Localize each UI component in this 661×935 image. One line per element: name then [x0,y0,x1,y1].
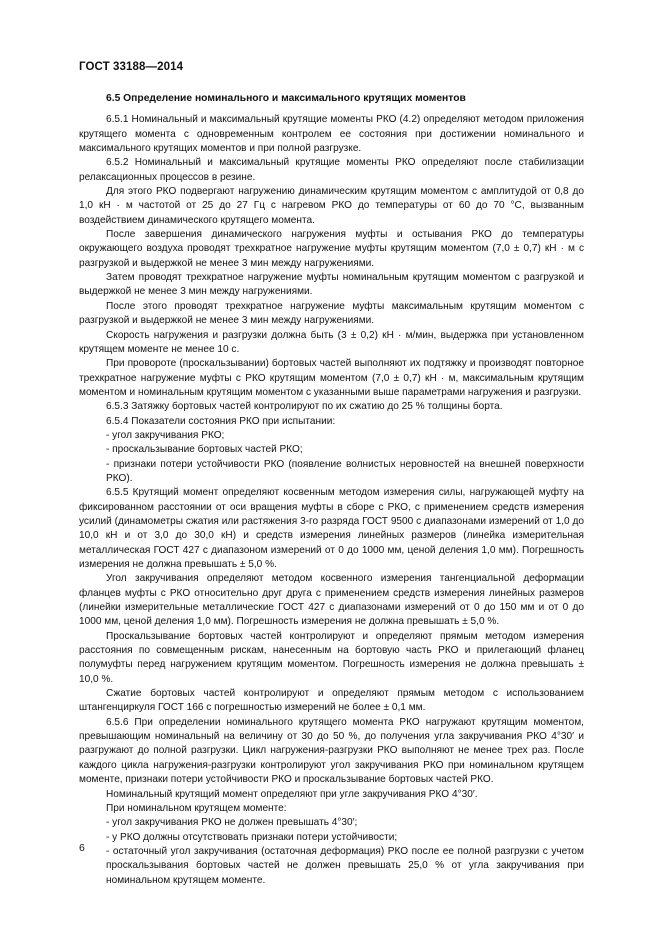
list-item: - угол закручивания РКО; [106,429,225,441]
paragraph: Сжатие бортовых частей контролируют и определяют прямым методом с использованием штангенциркуля ГОСТ 166 с погрешностью измерений не более ± 0,1 мм. [79,688,584,714]
paragraph: При провороте (проскальзывании) бортовых частей выполняют их подтяжку и производят повторное трехкратное нагружение муфты с РКО крутящим моментом (7,0 ± 0,7) кН · м, максимальным крутящим моментом и номинальным крутящим моментом с указанными выше параметрами нагружения и разгрузки. [79,358,584,398]
paragraph: 6.5.4 Показатели состояния РКО при испытании: [106,415,336,427]
paragraph: После этого проводят трехкратное нагружение муфты максимальным крутящим моментом с разгрузкой и выдержкой не менее 3 мин между нагружениями. [79,300,584,327]
paragraph: 6.5.5 Крутящий момент определяют косвенным методом измерения силы, нагружающей муфту на фиксированном расстоянии от оси вращения муфты в сборе с РКО, с применением средств измерения усилий (динамометры сжатия или растяжения 3-го разряда ГОСТ 9500 с диапазонами измерений от 1,0 до 10,0 кН и от 3,0 до 30,0 кН) и средств измерения линейных размеров (линейка измерительная металлическая ГОСТ 427 с диапазоном измерений от 0 до 1000 мм, ценой деления 1,0 мм). Погрешность измерения не должна превышать ± 5,0 %. [79,487,584,570]
paragraph: 6.5.3 Затяжку бортовых частей контролируют по их сжатию до 25 % толщины борта. [106,401,503,413]
paragraph: При номинальном крутящем моменте: [106,802,287,814]
paragraph: 6.5.6 При определении номинального крутящего момента РКО нагружают крутящим моментом, превышающим номинальный на величину от 30 до 50 %, до получения угла закручивания РКО 4°30′ и разгружают до полной разгрузки. Цикл нагружения-разгрузки РКО выполняют не менее трех раз. После каждого цикла нагружения-разгрузки контролируют угол закручивания РКО при номинальном крутящем моменте, признаки потери устойчивости РКО и проскальзывание бортовых частей РКО. [79,716,584,786]
paragraph: Для этого РКО подвергают нагружению динамическим крутящим моментом с амплитудой от 0,8 до 1,0 кН · м частотой от 25 до 27 Гц с нагревом РКО до температуры от 60 до 70 °С, вызванным воздействием динамического крутящего момента. [79,186,584,226]
paragraph: Затем проводят трехкратное нагружение муфты номинальным крутящим моментом с разгрузкой и выдержкой не менее 3 мин между нагружениями. [79,272,584,298]
list-item: - проскальзывание бортовых частей РКО; [106,444,303,456]
list-item: - угол закручивания РКО не должен превышать 4°30′; [106,817,358,829]
document-body [79,92,584,888]
paragraph: Номинальный крутящий момент определяют при угле закручивания РКО 4°30′. [106,788,478,800]
page-number: 6 [79,842,85,854]
paragraph: Угол закручивания определяют методом косвенного измерения тангенциальной деформации фланцев муфты с РКО относительно друг друга с применением средств измерения линейных размеров (линейки измерительные металлические ГОСТ 427 с диапазонами измерений от 0 до 150 мм и от 0 до 1000 мм, ценой деления 1,0 мм). Погрешность измерения не должна превышать ± 5,0 %. [79,573,584,628]
paragraph: После завершения динамического нагружения муфты и остывания РКО до температуры окружающего воздуха проводят трехкратное нагружение муфты крутящим моментом (7,0 ± 0,7) кН · м с разгрузкой и выдержкой не менее 3 мин между нагружениями. [79,229,584,269]
list-item: - признаки потери устойчивости РКО (появление волнистых неровностей на внешней поверхности РКО). [106,458,584,484]
list-item: - у РКО должны отсутствовать признаки потери устойчивости; [106,831,398,843]
paragraph: Проскальзывание бортовых частей контролируют и определяют прямым методом измерения расстояния по совмещенным рискам, нанесенным на бортовую часть РКО и прилегающий фланец полумуфты перед нагружением крутящим моментом. Погрешность измерения не должна превышать ± 10,0 %. [79,630,584,685]
section-title: 6.5 Определение номинального и максимального крутящих моментов [106,93,466,104]
paragraph: Скорость нагружения и разгрузки должна быть (3 ± 0,2) кН · м/мин, выдержка при установленном крутящем моменте не менее 10 с. [79,329,584,355]
standard-header: ГОСТ 33188—2014 [79,61,184,73]
paragraph: 6.5.1 Номинальный и максимальный крутящие моменты РКО (4.2) определяют методом приложения крутящего момента с одновременным контролем ее состояния при достижении номинального и максимального крутящих моментов и при полной разгрузке. [79,114,584,155]
list-item: - остаточный угол закручивания (остаточная деформация) РКО после ее полной разгрузки с учетом проскальзывания бортовых частей не должен превышать 25,0 % от угла закручивания при номинальном крутящем моменте. [106,845,584,886]
paragraph: 6.5.2 Номинальный и максимальный крутящие моменты РКО определяют после стабилизации релаксационных процессов в резине. [79,157,584,183]
